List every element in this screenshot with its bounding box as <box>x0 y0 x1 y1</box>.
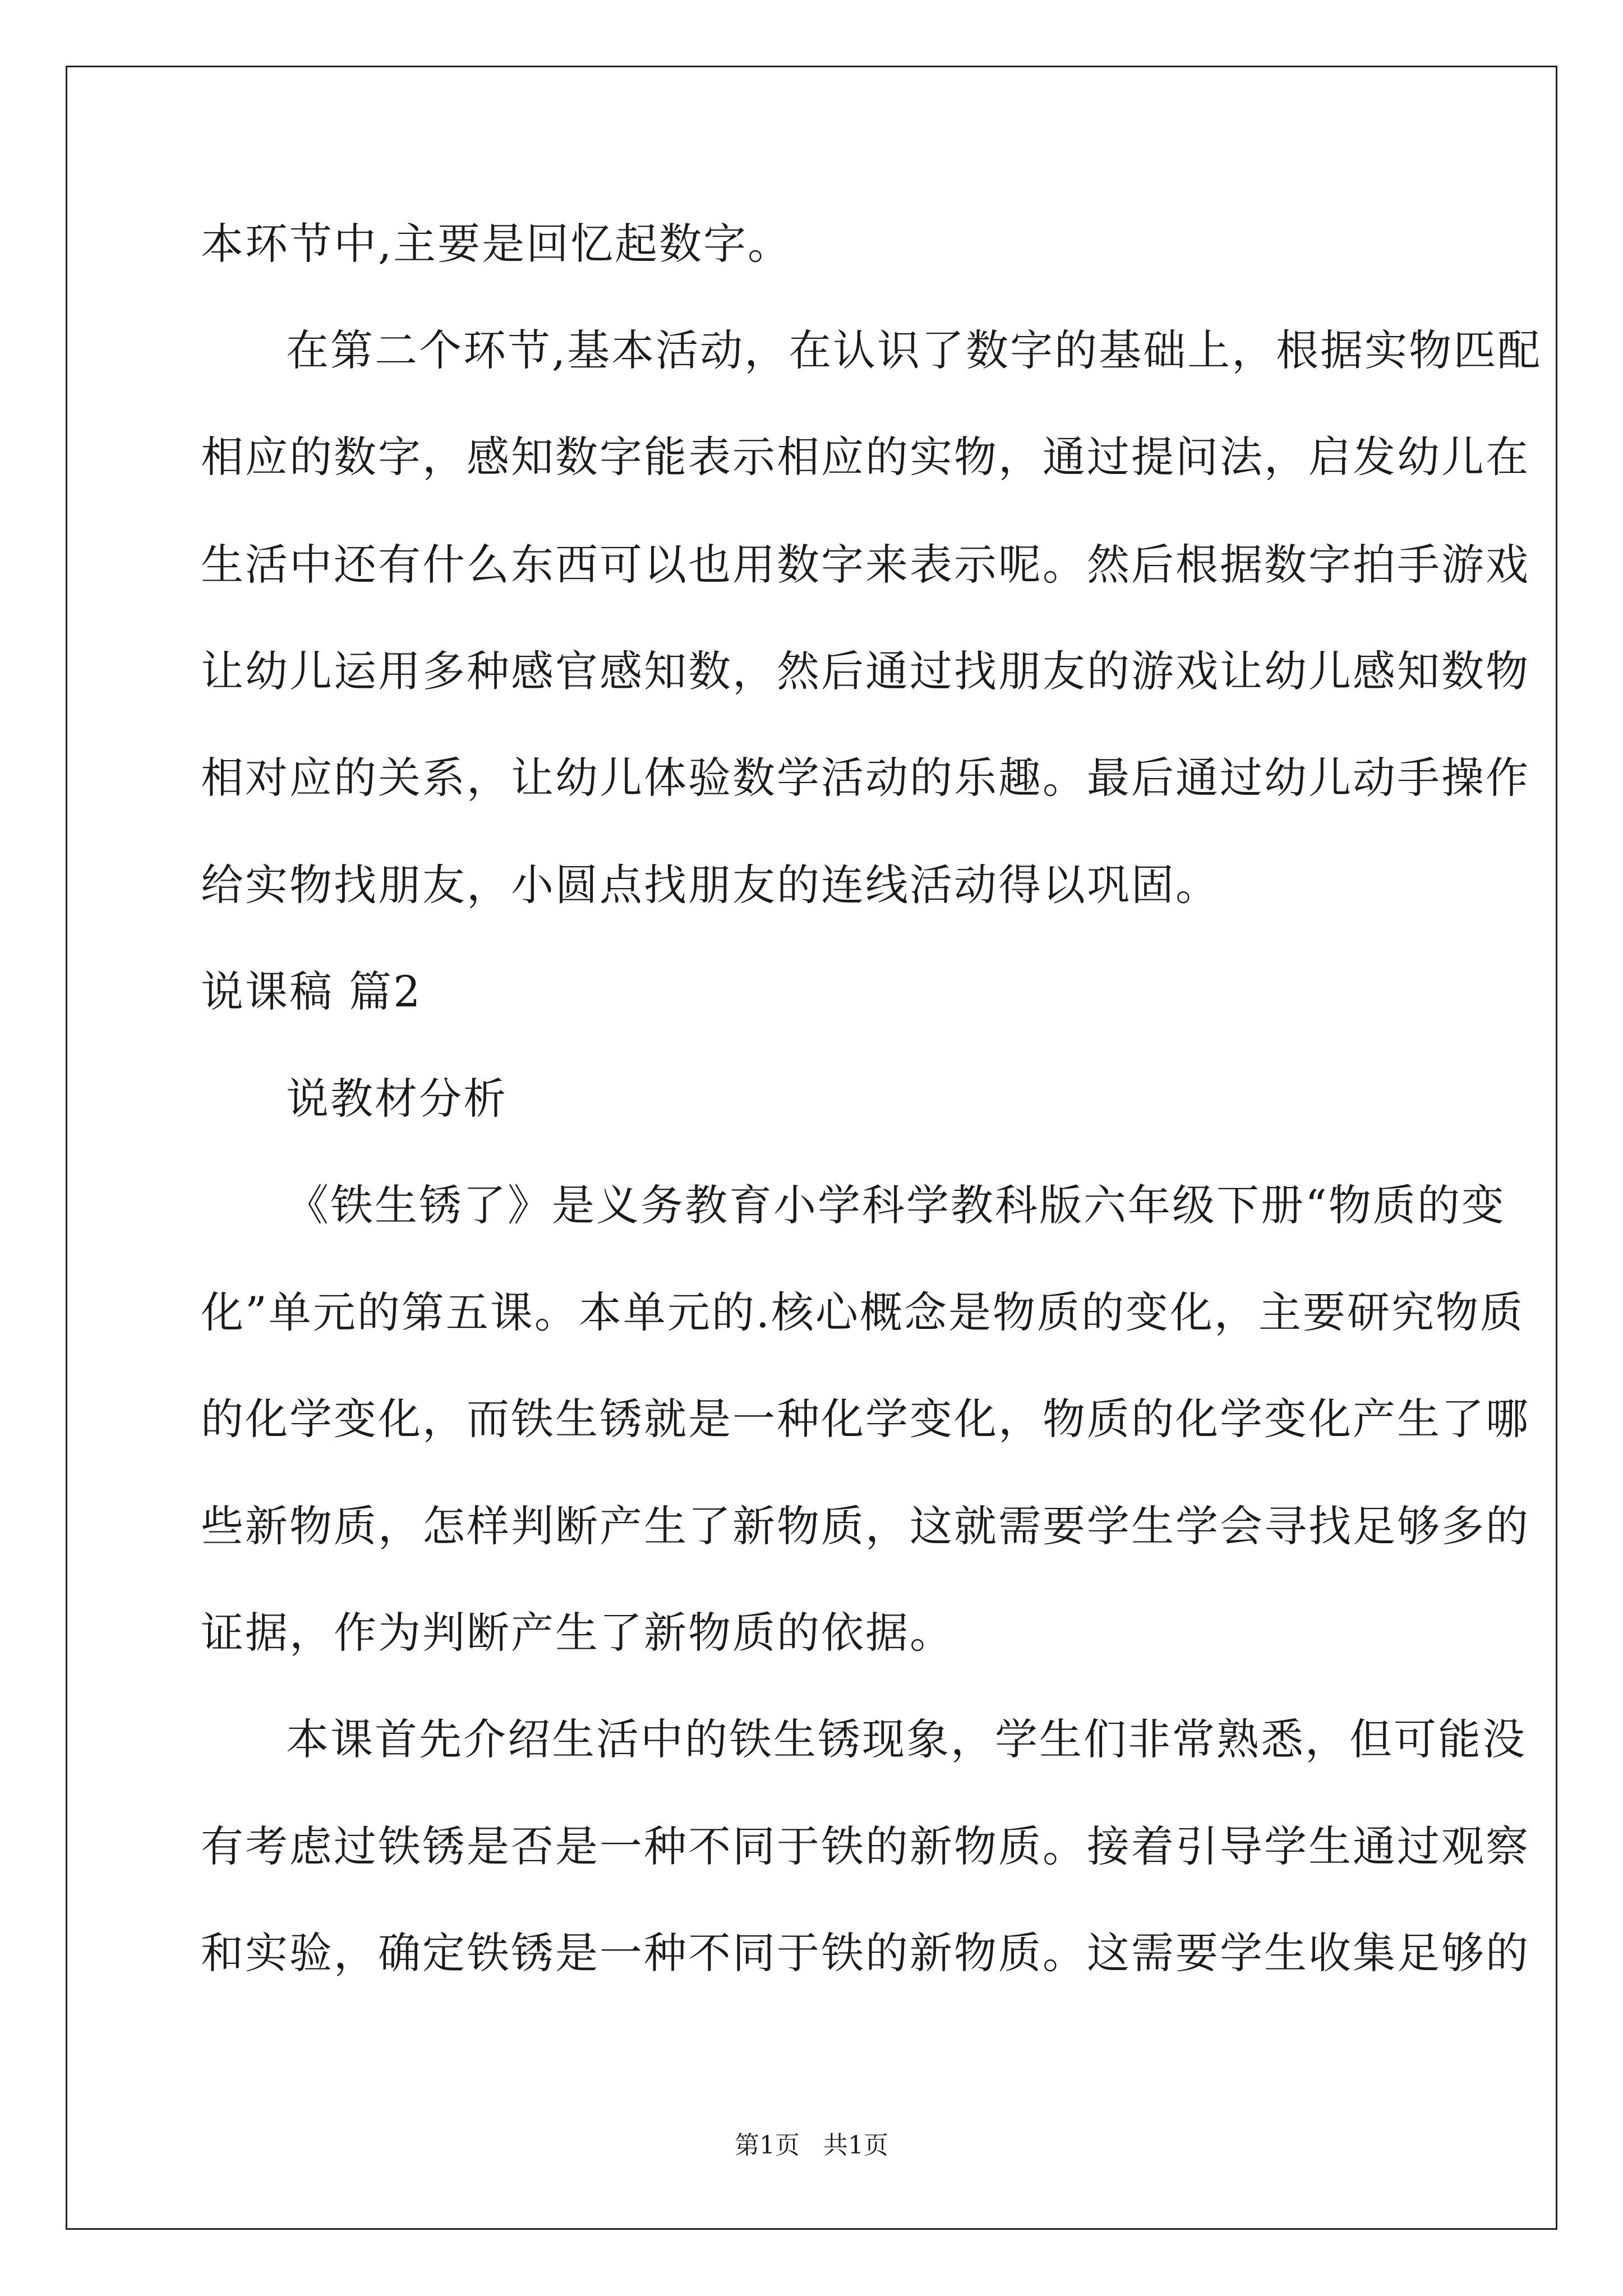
paragraph-line-1: 本环节中,主要是回忆起数字。 <box>201 219 792 269</box>
paragraph-line-3: 相应的数字，感知数字能表示相应的实物，通过提问法，启发幼儿在 <box>201 432 1530 482</box>
paragraph-line-11: 化”单元的第五课。本单元的.核心概念是物质的变化，主要研究物质 <box>201 1287 1525 1337</box>
section-heading: 说课稿 篇2 <box>201 967 422 1016</box>
paragraph-line-10: 《铁生锈了》是义务教育小学科学教科版六年级下册“物质的变 <box>286 1180 1506 1230</box>
paragraph-line-4: 生活中还有什么东西可以也用数字来表示呢。然后根据数字拍手游戏 <box>201 540 1530 590</box>
paragraph-line-16: 有考虑过铁锈是否是一种不同于铁的新物质。接着引导学生通过观察 <box>201 1821 1530 1871</box>
page-border <box>66 66 1557 2230</box>
paragraph-line-6: 相对应的关系，让幼儿体验数学活动的乐趣。最后通过幼儿动手操作 <box>201 753 1530 803</box>
page-total: 共1页 <box>823 2131 888 2160</box>
paragraph-line-17: 和实验，确定铁锈是一种不同于铁的新物质。这需要学生收集足够的 <box>201 1928 1530 1978</box>
paragraph-line-15: 本课首先介绍生活中的铁生锈现象，学生们非常熟悉，但可能没 <box>286 1714 1527 1764</box>
paragraph-line-2: 在第二个环节,基本活动，在认识了数字的基础上，根据实物匹配 <box>286 325 1542 375</box>
paragraph-line-5: 让幼儿运用多种感官感知数，然后通过找朋友的游戏让幼儿感知数物 <box>201 646 1530 696</box>
paragraph-line-7: 给实物找朋友，小圆点找朋友的连线活动得以巩固。 <box>201 860 1220 910</box>
paragraph-line-13: 些新物质，怎样判断产生了新物质，这就需要学生学会寻找足够多的 <box>201 1501 1530 1551</box>
page-number: 第1页 <box>735 2131 800 2160</box>
paragraph-line-12: 的化学变化，而铁生锈就是一种化学变化，物质的化学变化产生了哪 <box>201 1394 1530 1444</box>
paragraph-line-14: 证据，作为判断产生了新物质的依据。 <box>201 1608 954 1658</box>
subsection-heading: 说教材分析 <box>286 1074 508 1124</box>
page-footer <box>0 2129 1623 2162</box>
